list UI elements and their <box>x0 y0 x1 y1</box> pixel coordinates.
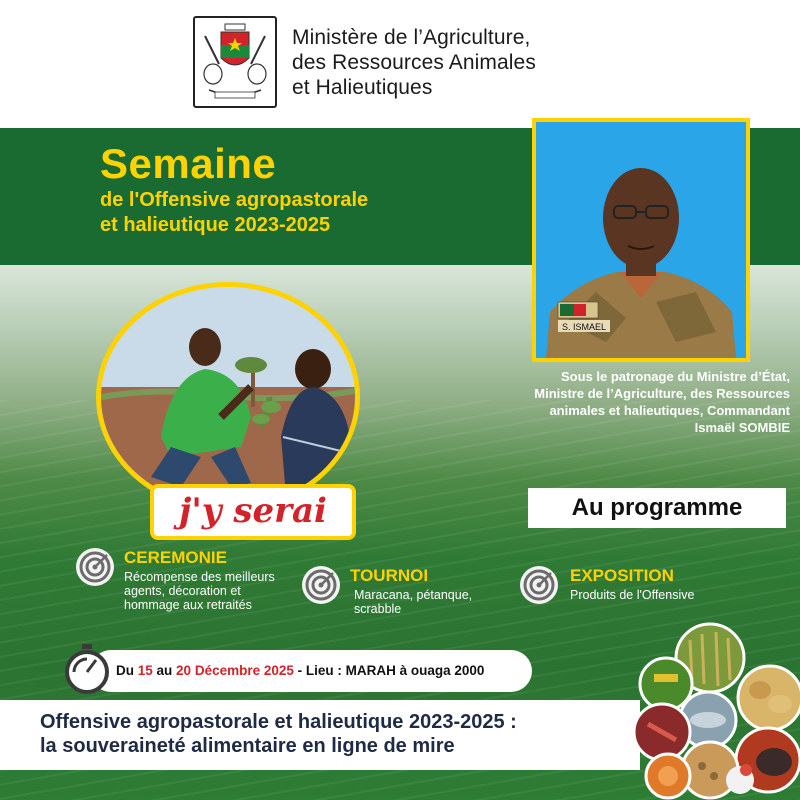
caption-line: Sous le patronage du Ministre d’État, <box>561 369 790 384</box>
programme-item-title: EXPOSITION <box>570 566 674 585</box>
event-subtitle <box>100 188 368 238</box>
header <box>0 0 800 128</box>
programme-item-title: TOURNOI <box>350 566 429 585</box>
ministry-name <box>292 25 536 100</box>
programme-heading: Au programme <box>528 488 786 528</box>
target-icon <box>520 566 558 604</box>
products-collage <box>628 620 800 800</box>
caption-line: Ismaël SOMBIE <box>694 420 790 435</box>
programme-item-desc <box>354 588 472 616</box>
ministry-line: et Halieutiques <box>292 76 433 99</box>
slogan-line: Offensive agropastorale et halieutique 2023-2025 : <box>40 711 517 733</box>
programme-item-desc <box>124 570 275 612</box>
stopwatch-icon <box>60 642 114 696</box>
planting-photo <box>96 282 360 512</box>
coat-of-arms-icon <box>193 16 277 108</box>
footer-slogan <box>40 710 517 758</box>
ministry-line: des Ressources Animales <box>292 51 536 74</box>
date-start: 15 <box>137 663 153 678</box>
caption-text: animales et halieutiques, <box>549 403 707 418</box>
programme-item-exposition <box>520 566 720 610</box>
programme-item-tournoi <box>302 566 492 626</box>
ministry-line: Ministère de l’Agriculture, <box>292 26 531 49</box>
desc-line: Récompense des meilleurs <box>124 570 275 584</box>
date-prefix: Du <box>116 663 138 678</box>
target-icon <box>302 566 340 604</box>
date-end: 20 Décembre 2025 <box>176 663 294 678</box>
subtitle-line: et halieutique 2023-2025 <box>100 214 331 236</box>
patronage-caption <box>500 368 790 436</box>
event-title: Semaine <box>100 140 277 187</box>
name-tag: S. ISMAEL <box>561 322 607 332</box>
date-mid: au <box>152 663 177 678</box>
caption-line: Ministre de l’Agriculture, des Ressources <box>534 386 790 401</box>
programme-item-desc <box>570 588 694 602</box>
desc-line: agents, décoration et <box>124 584 241 598</box>
desc-line: Produits de l'Offensive <box>570 588 695 602</box>
programme-item-title: CEREMONIE <box>124 548 227 567</box>
caption-line <box>500 402 790 419</box>
target-icon <box>76 548 114 586</box>
date-location: - Lieu : MARAH à ouaga 2000 <box>293 663 485 678</box>
caption-rank: Commandant <box>706 403 790 418</box>
desc-line: Maracana, pétanque, <box>354 588 473 602</box>
desc-line: hommage aux retraités <box>124 598 252 612</box>
jyserai-badge: j'y serai <box>150 484 356 540</box>
subtitle-line: de l'Offensive agropastorale <box>100 189 369 211</box>
slogan-line: la souveraineté alimentaire en ligne de mire <box>40 735 455 757</box>
event-date-location <box>90 650 532 692</box>
programme-item-ceremonie <box>76 548 296 618</box>
desc-line: scrabble <box>354 602 402 616</box>
minister-portrait <box>532 118 750 362</box>
